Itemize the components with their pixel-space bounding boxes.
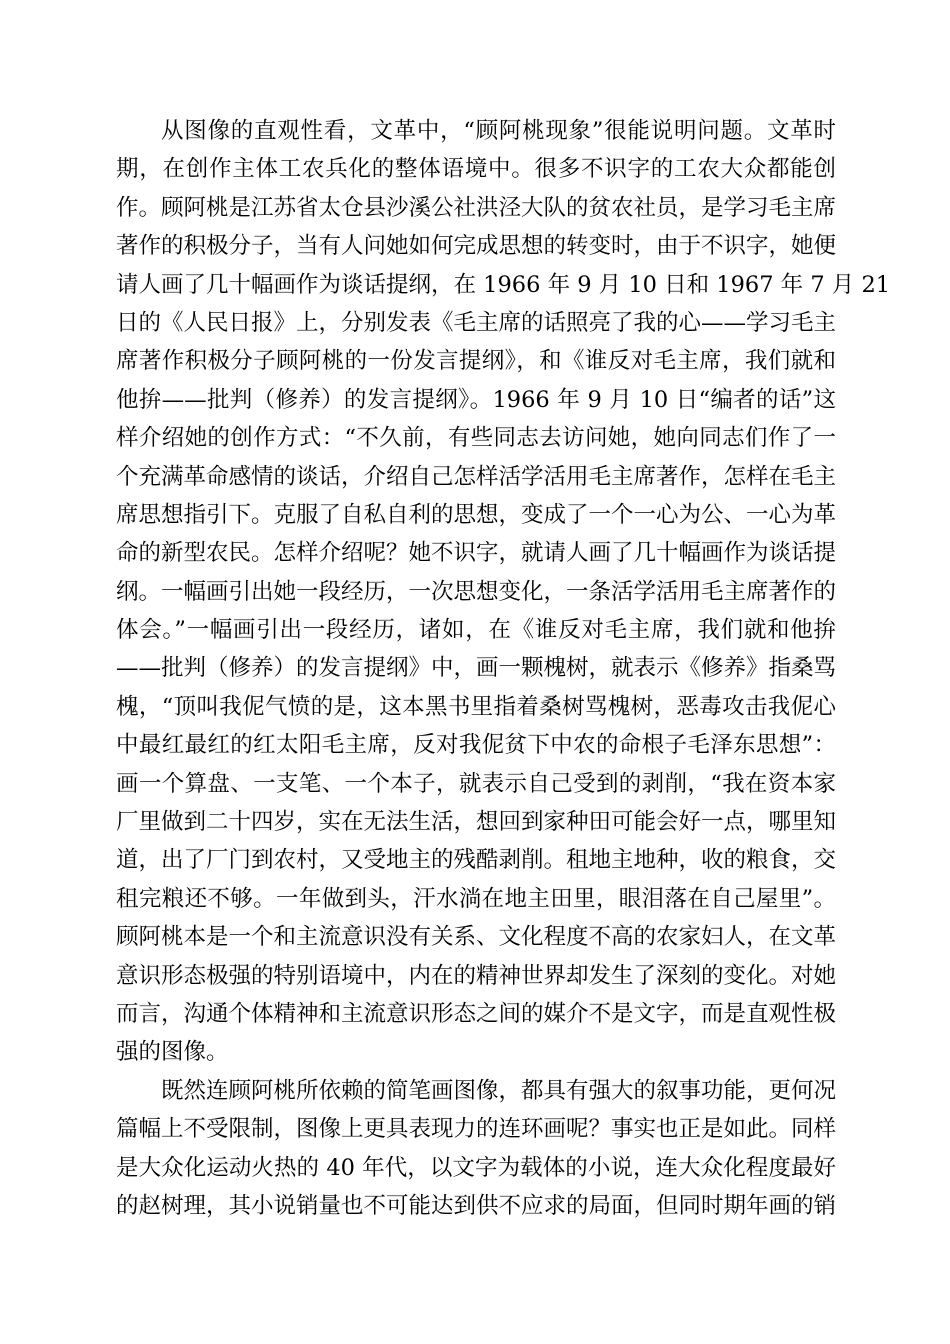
- text-line: 槐，“顶叫我伲气愤的是，这本黑书里指着桑树骂槐树，恶毒攻击我伲心: [116, 693, 836, 720]
- text-line: 意识形态极强的特别语境中，内在的精神世界却发生了深刻的变化。对她: [116, 962, 837, 989]
- text-line: ——批判（修养）的发言提纲》中，画一颗槐树，就表示《修养》指桑骂: [116, 655, 837, 682]
- text-line: 厂里做到二十四岁，实在无法生活，想回到家种田可能会好一点，哪里知: [116, 809, 837, 836]
- text-line: 席著作积极分子顾阿桃的一份发言提纲》，和《谁反对毛主席，我们就和: [116, 348, 836, 375]
- text-line: 篇幅上不受限制，图像上更具表现力的连环画呢？事实也正是如此。同样: [116, 1116, 837, 1143]
- text-line: 强的图像。: [116, 1039, 229, 1066]
- text-line: 从图像的直观性看，文革中，“顾阿桃现象”很能说明问题。文革时: [161, 118, 836, 144]
- text-line: 请人画了几十幅画作为谈话提纲，在 1966 年 9 月 10 日和 1967 年 7 月 21: [116, 271, 891, 298]
- text-line: 样介绍她的创作方式：“不久前，有些同志去访问她，她向同志们作了一: [116, 425, 836, 452]
- text-line: 纲。一幅画引出她一段经历，一次思想变化，一条活学活用毛主席著作的: [116, 578, 837, 605]
- text-line: 个充满革命感情的谈话，介绍自己怎样活学活用毛主席著作，怎样在毛主: [116, 463, 837, 490]
- text-line: 而言，沟通个体精神和主流意识形态之间的媒介不是文字，而是直观性极: [116, 1000, 837, 1027]
- text-line: 席思想指引下。克服了自私自利的思想，变成了一个一心为公、一心为革: [116, 501, 837, 528]
- text-line: 的赵树理，其小说销量也不可能达到供不应求的局面，但同时期年画的销: [116, 1193, 837, 1220]
- text-line: 既然连顾阿桃所依赖的简笔画图像，都具有强大的叙事功能，更何况: [161, 1078, 837, 1104]
- text-line: 命的新型农民。怎样介绍呢？她不识字，就请人画了几十幅画作为谈话提: [116, 540, 837, 567]
- text-line: 顾阿桃本是一个和主流意识没有关系、文化程度不高的农家妇人，在文革: [116, 924, 837, 951]
- paragraph-gu-atao-phenomenon: [116, 112, 891, 1072]
- text-line: 画一个算盘、一支笔、一个本子，就表示自己受到的剥削，“我在资本家: [116, 770, 836, 797]
- text-line: 日的《人民日报》上，分别发表《毛主席的话照亮了我的心——学习毛主: [116, 309, 837, 336]
- text-line: 他拚——批判（修养）的发言提纲》。1966 年 9 月 10 日“编者的话”这: [116, 386, 836, 413]
- text-line: 作。顾阿桃是江苏省太仓县沙溪公社洪泾大队的贫农社员，是学习毛主席: [116, 194, 837, 221]
- text-line: 租完粮还不够。一年做到头，汗水淌在地主田里，眼泪落在自己屋里”。: [116, 885, 836, 912]
- text-line: 期，在创作主体工农兵化的整体语境中。很多不识字的工农大众都能创: [116, 156, 836, 183]
- text-line: 道，出了厂门到农村，又受地主的残酷剥削。租地主地种，收的粮食，交: [116, 847, 837, 874]
- text-line: 著作的积极分子，当有人问她如何完成思想的转变时，由于不识字，她便: [116, 233, 837, 260]
- text-line: 是大众化运动火热的 40 年代，以文字为载体的小说，连大众化程度最好: [116, 1154, 836, 1181]
- text-line: 体会。”一幅画引出一段经历，诸如，在《谁反对毛主席，我们就和他拚: [116, 617, 836, 644]
- paragraph-comic-books: [116, 1072, 836, 1226]
- text-line: 中最红最红的红太阳毛主席，反对我伲贫下中农的命根子毛泽东思想”：: [116, 732, 836, 759]
